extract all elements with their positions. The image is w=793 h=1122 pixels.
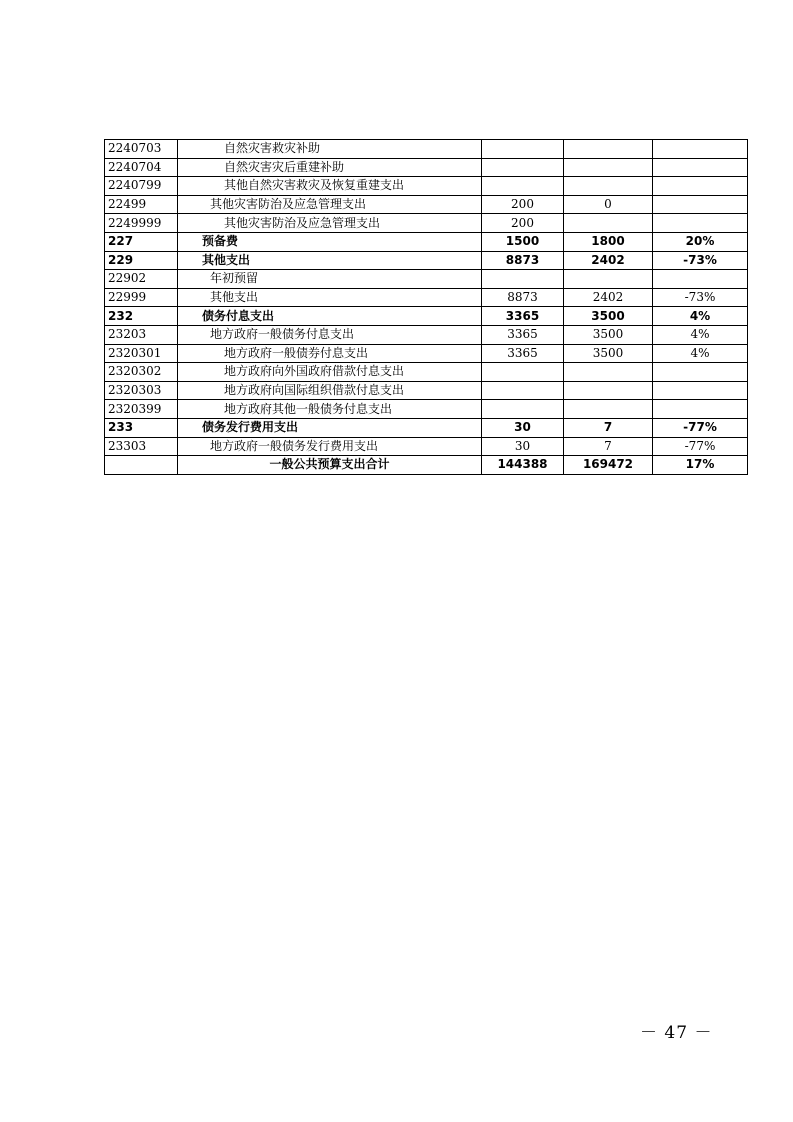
row-value-1 [482,381,564,400]
row-value-2: 1800 [564,232,653,251]
row-change-percent [653,214,748,233]
row-name: 地方政府一般债务发行费用支出 [178,437,482,456]
row-change-percent [653,158,748,177]
row-value-2: 2402 [564,251,653,270]
budget-table [104,139,748,475]
row-change-percent: 4% [653,325,748,344]
table-row [105,214,748,233]
row-code: 227 [105,232,178,251]
row-name: 其他支出 [178,288,482,307]
row-name: 地方政府一般债券付息支出 [178,344,482,363]
row-code: 22499 [105,195,178,214]
row-change-percent: 20% [653,232,748,251]
table-row [105,400,748,419]
row-value-1: 3365 [482,325,564,344]
row-code: 22999 [105,288,178,307]
row-code: 229 [105,251,178,270]
row-value-1 [482,177,564,196]
row-value-2: 3500 [564,307,653,326]
row-change-percent [653,140,748,159]
row-change-percent [653,363,748,382]
row-name: 自然灾害救灾补助 [178,140,482,159]
row-change-percent [653,195,748,214]
row-value-2 [564,140,653,159]
row-value-2: 2402 [564,288,653,307]
row-value-2: 0 [564,195,653,214]
page-number: － 47 － [640,1023,713,1043]
row-value-1 [482,363,564,382]
row-value-1: 200 [482,214,564,233]
table-row [105,363,748,382]
row-name: 其他灾害防治及应急管理支出 [178,214,482,233]
row-code: 2320302 [105,363,178,382]
row-value-1: 8873 [482,288,564,307]
row-change-percent: 4% [653,344,748,363]
row-code: 2240703 [105,140,178,159]
row-value-2 [564,270,653,289]
row-value-1: 3365 [482,307,564,326]
row-value-2: 7 [564,418,653,437]
table-row [105,418,748,437]
row-value-1: 200 [482,195,564,214]
row-code: 23203 [105,325,178,344]
row-code: 2320399 [105,400,178,419]
table-row [105,140,748,159]
row-name: 其他自然灾害救灾及恢复重建支出 [178,177,482,196]
row-value-2 [564,363,653,382]
row-value-2: 3500 [564,344,653,363]
total-row-value-2: 169472 [564,456,653,475]
row-code: 233 [105,418,178,437]
row-change-percent [653,381,748,400]
table-row [105,158,748,177]
row-code: 23303 [105,437,178,456]
table-row [105,288,748,307]
table-row [105,270,748,289]
row-value-1: 3365 [482,344,564,363]
row-code: 2240799 [105,177,178,196]
row-name: 年初预留 [178,270,482,289]
row-change-percent: 4% [653,307,748,326]
row-change-percent: -73% [653,251,748,270]
table-row [105,232,748,251]
row-name: 债务付息支出 [178,307,482,326]
table-body [105,140,748,475]
row-change-percent: -77% [653,437,748,456]
row-name: 地方政府向外国政府借款付息支出 [178,363,482,382]
row-value-2 [564,177,653,196]
row-value-2: 7 [564,437,653,456]
row-value-1 [482,270,564,289]
row-name: 债务发行费用支出 [178,418,482,437]
total-row [105,456,748,475]
table-row [105,251,748,270]
row-name: 自然灾害灾后重建补助 [178,158,482,177]
row-value-2 [564,400,653,419]
row-value-1 [482,158,564,177]
row-name: 地方政府向国际组织借款付息支出 [178,381,482,400]
row-value-2 [564,214,653,233]
table-row [105,307,748,326]
row-value-1: 30 [482,437,564,456]
table-row [105,437,748,456]
row-change-percent [653,177,748,196]
row-code: 2240704 [105,158,178,177]
row-name: 地方政府一般债务付息支出 [178,325,482,344]
table-row [105,344,748,363]
row-code: 22902 [105,270,178,289]
row-value-2 [564,381,653,400]
row-name: 其他灾害防治及应急管理支出 [178,195,482,214]
row-change-percent: -77% [653,418,748,437]
row-name: 预备费 [178,232,482,251]
row-code: 2320303 [105,381,178,400]
row-value-2 [564,158,653,177]
row-value-1: 1500 [482,232,564,251]
total-row-change-percent: 17% [653,456,748,475]
row-change-percent: -73% [653,288,748,307]
row-change-percent [653,270,748,289]
row-name: 其他支出 [178,251,482,270]
total-row-name: 一般公共预算支出合计 [178,456,482,475]
table-row [105,381,748,400]
table-row [105,325,748,344]
row-value-1: 30 [482,418,564,437]
row-code: 232 [105,307,178,326]
row-code: 2320301 [105,344,178,363]
row-value-1 [482,140,564,159]
row-change-percent [653,400,748,419]
row-name: 地方政府其他一般债务付息支出 [178,400,482,419]
row-code: 2249999 [105,214,178,233]
table-row [105,177,748,196]
row-value-1: 8873 [482,251,564,270]
row-value-2: 3500 [564,325,653,344]
total-row-value-1: 144388 [482,456,564,475]
table-row [105,195,748,214]
total-row-code [105,456,178,475]
row-value-1 [482,400,564,419]
